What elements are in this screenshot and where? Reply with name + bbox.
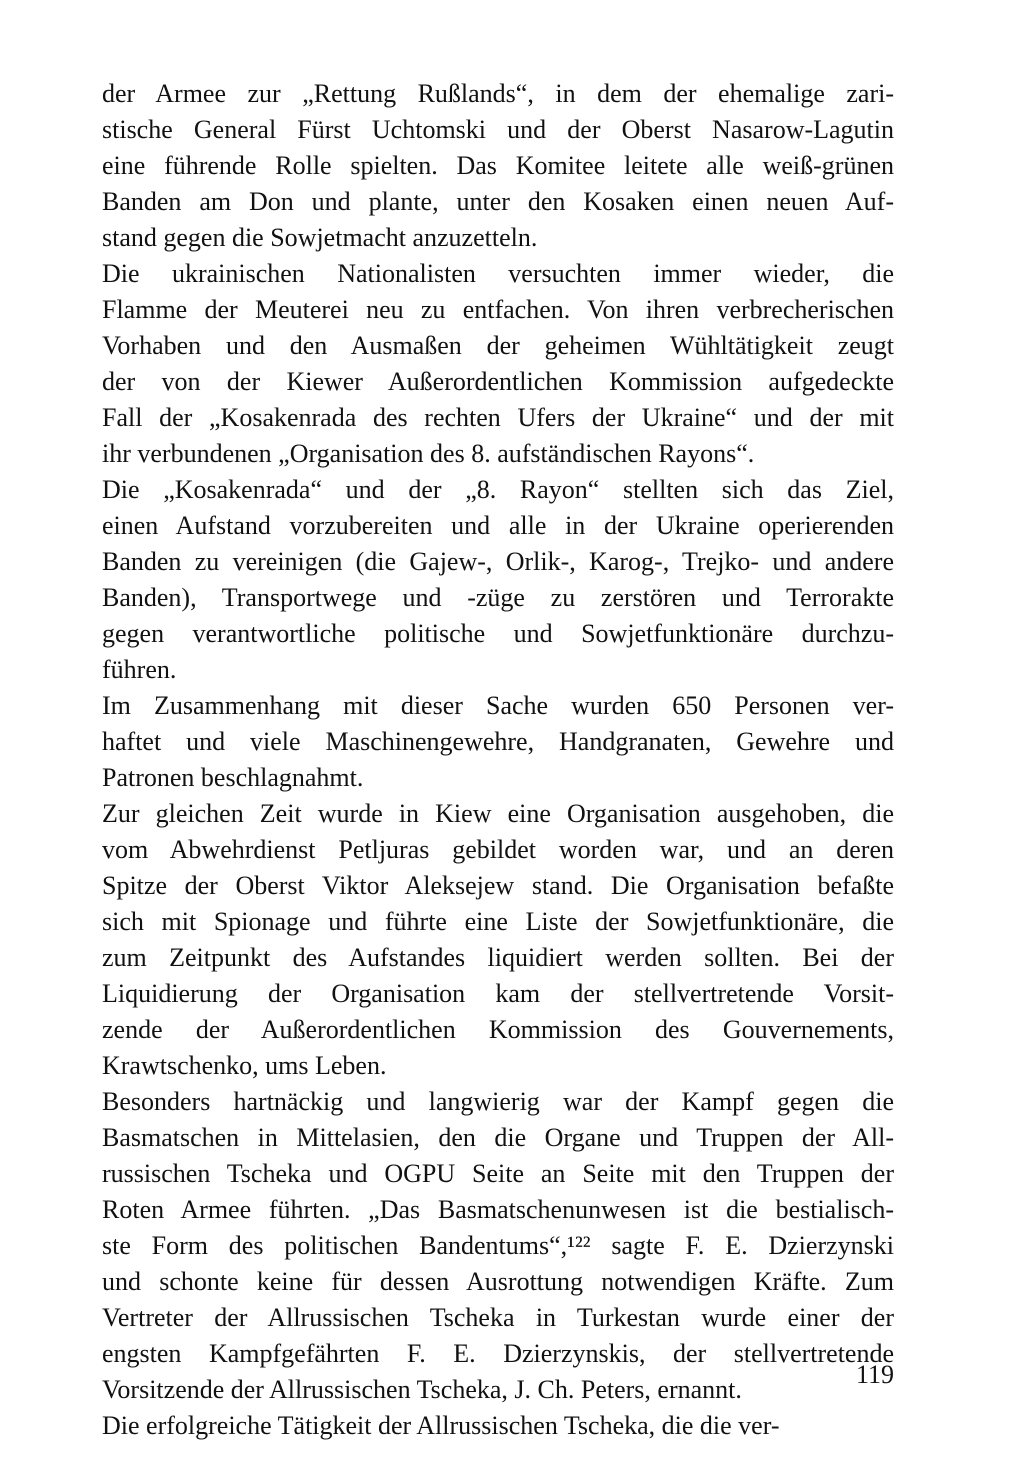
- text-line: Im Zusammenhang mit dieser Sache wurden 650 Personen ver-: [102, 691, 894, 720]
- text-line: Banden zu vereinigen (die Gajew-, Orlik-, Karog-, Trejko- und andere: [102, 547, 894, 576]
- text-line: Die erfolgreiche Tätigkeit der Allrussischen Tscheka, die die ver-: [102, 1411, 780, 1440]
- text-line: eine führende Rolle spielten. Das Komitee leitete alle weiß-grünen: [102, 151, 894, 180]
- text-line: zum Zeitpunkt des Aufstandes liquidiert werden sollten. Bei der: [102, 943, 894, 972]
- text-line: Besonders hartnäckig und langwierig war der Kampf gegen die: [102, 1087, 894, 1116]
- text-line: Fall der „Kosakenrada des rechten Ufers der Ukraine“ und der mit: [102, 403, 894, 432]
- paragraph: [102, 1408, 894, 1444]
- page-number: 119: [855, 1360, 894, 1389]
- text-line: Spitze der Oberst Viktor Aleksejew stand. Die Organisation befaßte: [102, 871, 894, 900]
- text-line: Banden am Don und plante, unter den Kosaken einen neuen Auf-: [102, 187, 894, 216]
- text-line: zende der Außerordentlichen Kommission des Gouvernements,: [102, 1015, 894, 1044]
- paragraph: [102, 76, 894, 256]
- text-line: Liquidierung der Organisation kam der stellvertretende Vorsit-: [102, 979, 894, 1008]
- text-line: Krawtschenko, ums Leben.: [102, 1051, 387, 1080]
- paragraph: [102, 796, 894, 1084]
- text-line: ihr verbundenen „Organisation des 8. aufständischen Rayons“.: [102, 439, 755, 468]
- text-line: vom Abwehrdienst Petljuras gebildet worden war, und an deren: [102, 835, 894, 864]
- text-line: stische General Fürst Uchtomski und der Oberst Nasarow-Lagutin: [102, 115, 894, 144]
- text-line: gegen verantwortliche politische und Sowjetfunktionäre durchzu-: [102, 619, 894, 648]
- text-line: Flamme der Meuterei neu zu entfachen. Von ihren verbrecherischen: [102, 295, 894, 324]
- text-line: stand gegen die Sowjetmacht anzuzetteln.: [102, 223, 538, 252]
- text-line: Banden), Transportwege und -züge zu zerstören und Terrorakte: [102, 583, 894, 612]
- text-line: führen.: [102, 655, 177, 684]
- text-line: Die ukrainischen Nationalisten versuchten immer wieder, die: [102, 259, 894, 288]
- text-line: Patronen beschlagnahmt.: [102, 763, 364, 792]
- text-line: Basmatschen in Mittelasien, den die Organe und Truppen der All-: [102, 1123, 894, 1152]
- text-line: Vorhaben und den Ausmaßen der geheimen Wühltätigkeit zeugt: [102, 331, 894, 360]
- body-text: [102, 76, 894, 1444]
- text-line: sich mit Spionage und führte eine Liste der Sowjetfunktionäre, die: [102, 907, 894, 936]
- text-line: Zur gleichen Zeit wurde in Kiew eine Organisation ausgehoben, die: [102, 799, 894, 828]
- text-line: Roten Armee führten. „Das Basmatschenunwesen ist die bestialisch-: [102, 1195, 894, 1224]
- text-line: Vorsitzende der Allrussischen Tscheka, J. Ch. Peters, ernannt.: [102, 1375, 742, 1404]
- text-line: und schonte keine für dessen Ausrottung notwendigen Kräfte. Zum: [102, 1267, 894, 1296]
- paragraph: [102, 1084, 894, 1408]
- text-line: ste Form des politischen Bandentums“,¹²² sagte F. E. Dzierzynski: [102, 1231, 894, 1260]
- paragraph: [102, 472, 894, 688]
- text-line: der Armee zur „Rettung Rußlands“, in dem der ehemalige zari-: [102, 79, 894, 108]
- text-line: haftet und viele Maschinengewehre, Handgranaten, Gewehre und: [102, 727, 894, 756]
- text-line: russischen Tscheka und OGPU Seite an Seite mit den Truppen der: [102, 1159, 894, 1188]
- paragraph: [102, 256, 894, 472]
- text-line: Vertreter der Allrussischen Tscheka in Turkestan wurde einer der: [102, 1303, 894, 1332]
- text-line: engsten Kampfgefährten F. E. Dzierzynskis, der stellvertretende: [102, 1339, 894, 1368]
- text-line: Die „Kosakenrada“ und der „8. Rayon“ stellten sich das Ziel,: [102, 475, 894, 504]
- text-line: einen Aufstand vorzubereiten und alle in der Ukraine operierenden: [102, 511, 894, 540]
- text-line: der von der Kiewer Außerordentlichen Kommission aufgedeckte: [102, 367, 894, 396]
- paragraph: [102, 688, 894, 796]
